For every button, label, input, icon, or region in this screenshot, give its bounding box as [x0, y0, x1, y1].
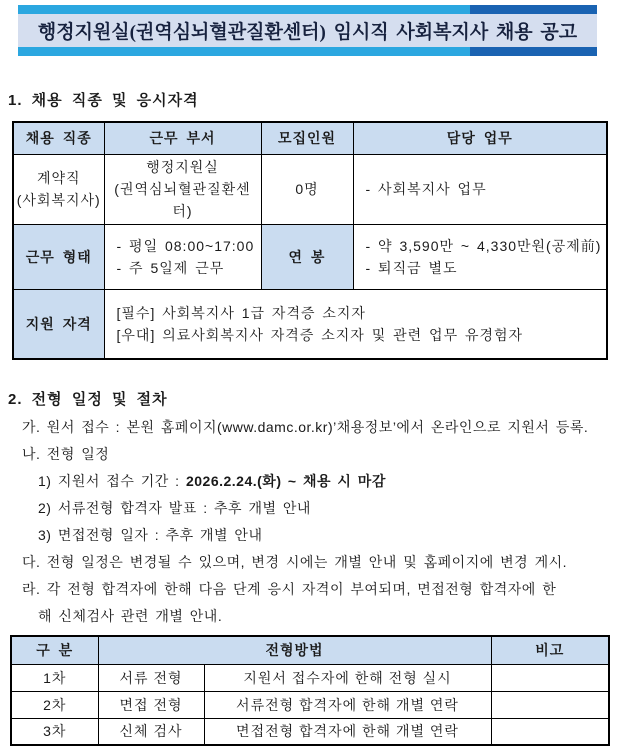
method-cell: 면접 전형	[98, 691, 204, 718]
work-type-label-cell: 근무 형태	[13, 224, 104, 289]
document-result-line: 2) 서류전형 합격자 발표 : 추후 개별 안내	[38, 500, 311, 516]
application-period-dates: 2026.2.24.(화) ~ 채용 시 마감	[185, 473, 386, 489]
department-line2: (권역심뇌혈관질환센터)	[114, 181, 251, 219]
department-line1: 행정지원실	[146, 159, 219, 175]
recruitment-table-header-row	[13, 122, 607, 154]
stage-eligibility-line1: 라. 각 전형 합격자에 한해 다음 단계 응시 자격이 부여되며, 면접전형 합격자에 한	[22, 581, 557, 597]
job-type-line2: (사회복지사)	[16, 192, 101, 208]
salary-label-cell: 연 봉	[261, 224, 353, 289]
stage-eligibility-line2: 해 신체검사 관련 개별 안내.	[38, 608, 223, 624]
work-hours-cell	[104, 224, 261, 289]
section2-heading: 2. 전형 일정 및 절차	[8, 391, 168, 408]
salary-cell	[353, 224, 607, 289]
qualification-preferred: [우대] 의료사회복지사 자격증 소지자 및 관련 업무 유경험자	[116, 326, 524, 343]
application-period-prefix: 1) 지원서 접수 기간 :	[38, 473, 186, 489]
headcount-cell: 0명	[261, 154, 353, 224]
qualification-required: [필수] 사회복지사 1급 자격증 소지자	[116, 304, 366, 321]
recruitment-table	[12, 121, 608, 360]
job-type-cell	[13, 154, 104, 224]
work-hours-line1: - 평일 08:00~17:00	[116, 237, 255, 254]
department-cell	[104, 154, 261, 224]
method-cell: 서류 전형	[98, 664, 204, 691]
col-header-job-type: 채용 직종	[13, 122, 104, 154]
page-title: 행정지원실(권역심뇌혈관질환센터) 임시직 사회복지사 채용 공고	[18, 14, 597, 47]
table-row	[11, 718, 609, 745]
salary-line2: - 퇴직금 별도	[365, 259, 458, 276]
table-row	[11, 664, 609, 691]
detail-cell: 지원서 접수자에 한해 전형 실시	[204, 664, 491, 691]
table-row	[13, 224, 607, 289]
col-header-stage: 구 분	[11, 636, 98, 664]
banner-top-bar	[18, 5, 597, 14]
duties-cell: - 사회복지사 업무	[353, 154, 607, 224]
qualification-label-cell: 지원 자격	[13, 289, 104, 359]
schedule-intro-line: 나. 전형 일정	[22, 446, 110, 462]
section1-heading: 1. 채용 직종 및 응시자격	[8, 92, 199, 109]
col-header-note: 비고	[491, 636, 609, 664]
interview-date-line: 3) 면접전형 일자 : 추후 개별 안내	[38, 527, 263, 543]
application-period-line	[8, 468, 614, 495]
note-cell	[491, 664, 609, 691]
schedule-text-block	[8, 414, 614, 630]
table-row	[13, 154, 607, 224]
detail-cell: 서류전형 합격자에 한해 개별 연락	[204, 691, 491, 718]
application-method-line: 가. 원서 접수 : 본원 홈페이지(www.damc.or.kr)’채용정보’에서 온라인으로 지원서 등록.	[22, 419, 589, 435]
selection-process-table	[10, 635, 610, 746]
col-header-department: 근무 부서	[104, 122, 261, 154]
work-hours-line2: - 주 5일제 근무	[116, 259, 225, 276]
col-header-headcount: 모집인원	[261, 122, 353, 154]
table-row	[11, 691, 609, 718]
schedule-change-line: 다. 전형 일정은 변경될 수 있으며, 변경 시에는 개별 안내 및 홈페이지에 변경 게시.	[22, 554, 568, 570]
banner-top-bar-darkblue-segment	[470, 5, 597, 14]
note-cell	[491, 691, 609, 718]
job-type-line1: 계약직	[36, 170, 81, 186]
salary-line1: - 약 3,590만 ~ 4,330만원(공제前)	[365, 237, 602, 254]
stage-cell: 2차	[11, 691, 98, 718]
qualification-cell	[104, 289, 607, 359]
detail-cell: 면접전형 합격자에 한해 개별 연락	[204, 718, 491, 745]
selection-table-header-row	[11, 636, 609, 664]
table-row	[13, 289, 607, 359]
banner-bottom-bar-darkblue-segment	[470, 47, 597, 56]
banner-bottom-bar-cyan-segment	[18, 47, 470, 56]
col-header-duties: 담당 업무	[353, 122, 607, 154]
banner-bottom-bar	[18, 47, 597, 56]
note-cell	[491, 718, 609, 745]
stage-cell: 1차	[11, 664, 98, 691]
method-cell: 신체 검사	[98, 718, 204, 745]
col-header-method: 전형방법	[98, 636, 491, 664]
notice-banner	[18, 5, 597, 56]
stage-cell: 3차	[11, 718, 98, 745]
banner-top-bar-cyan-segment	[18, 5, 470, 14]
